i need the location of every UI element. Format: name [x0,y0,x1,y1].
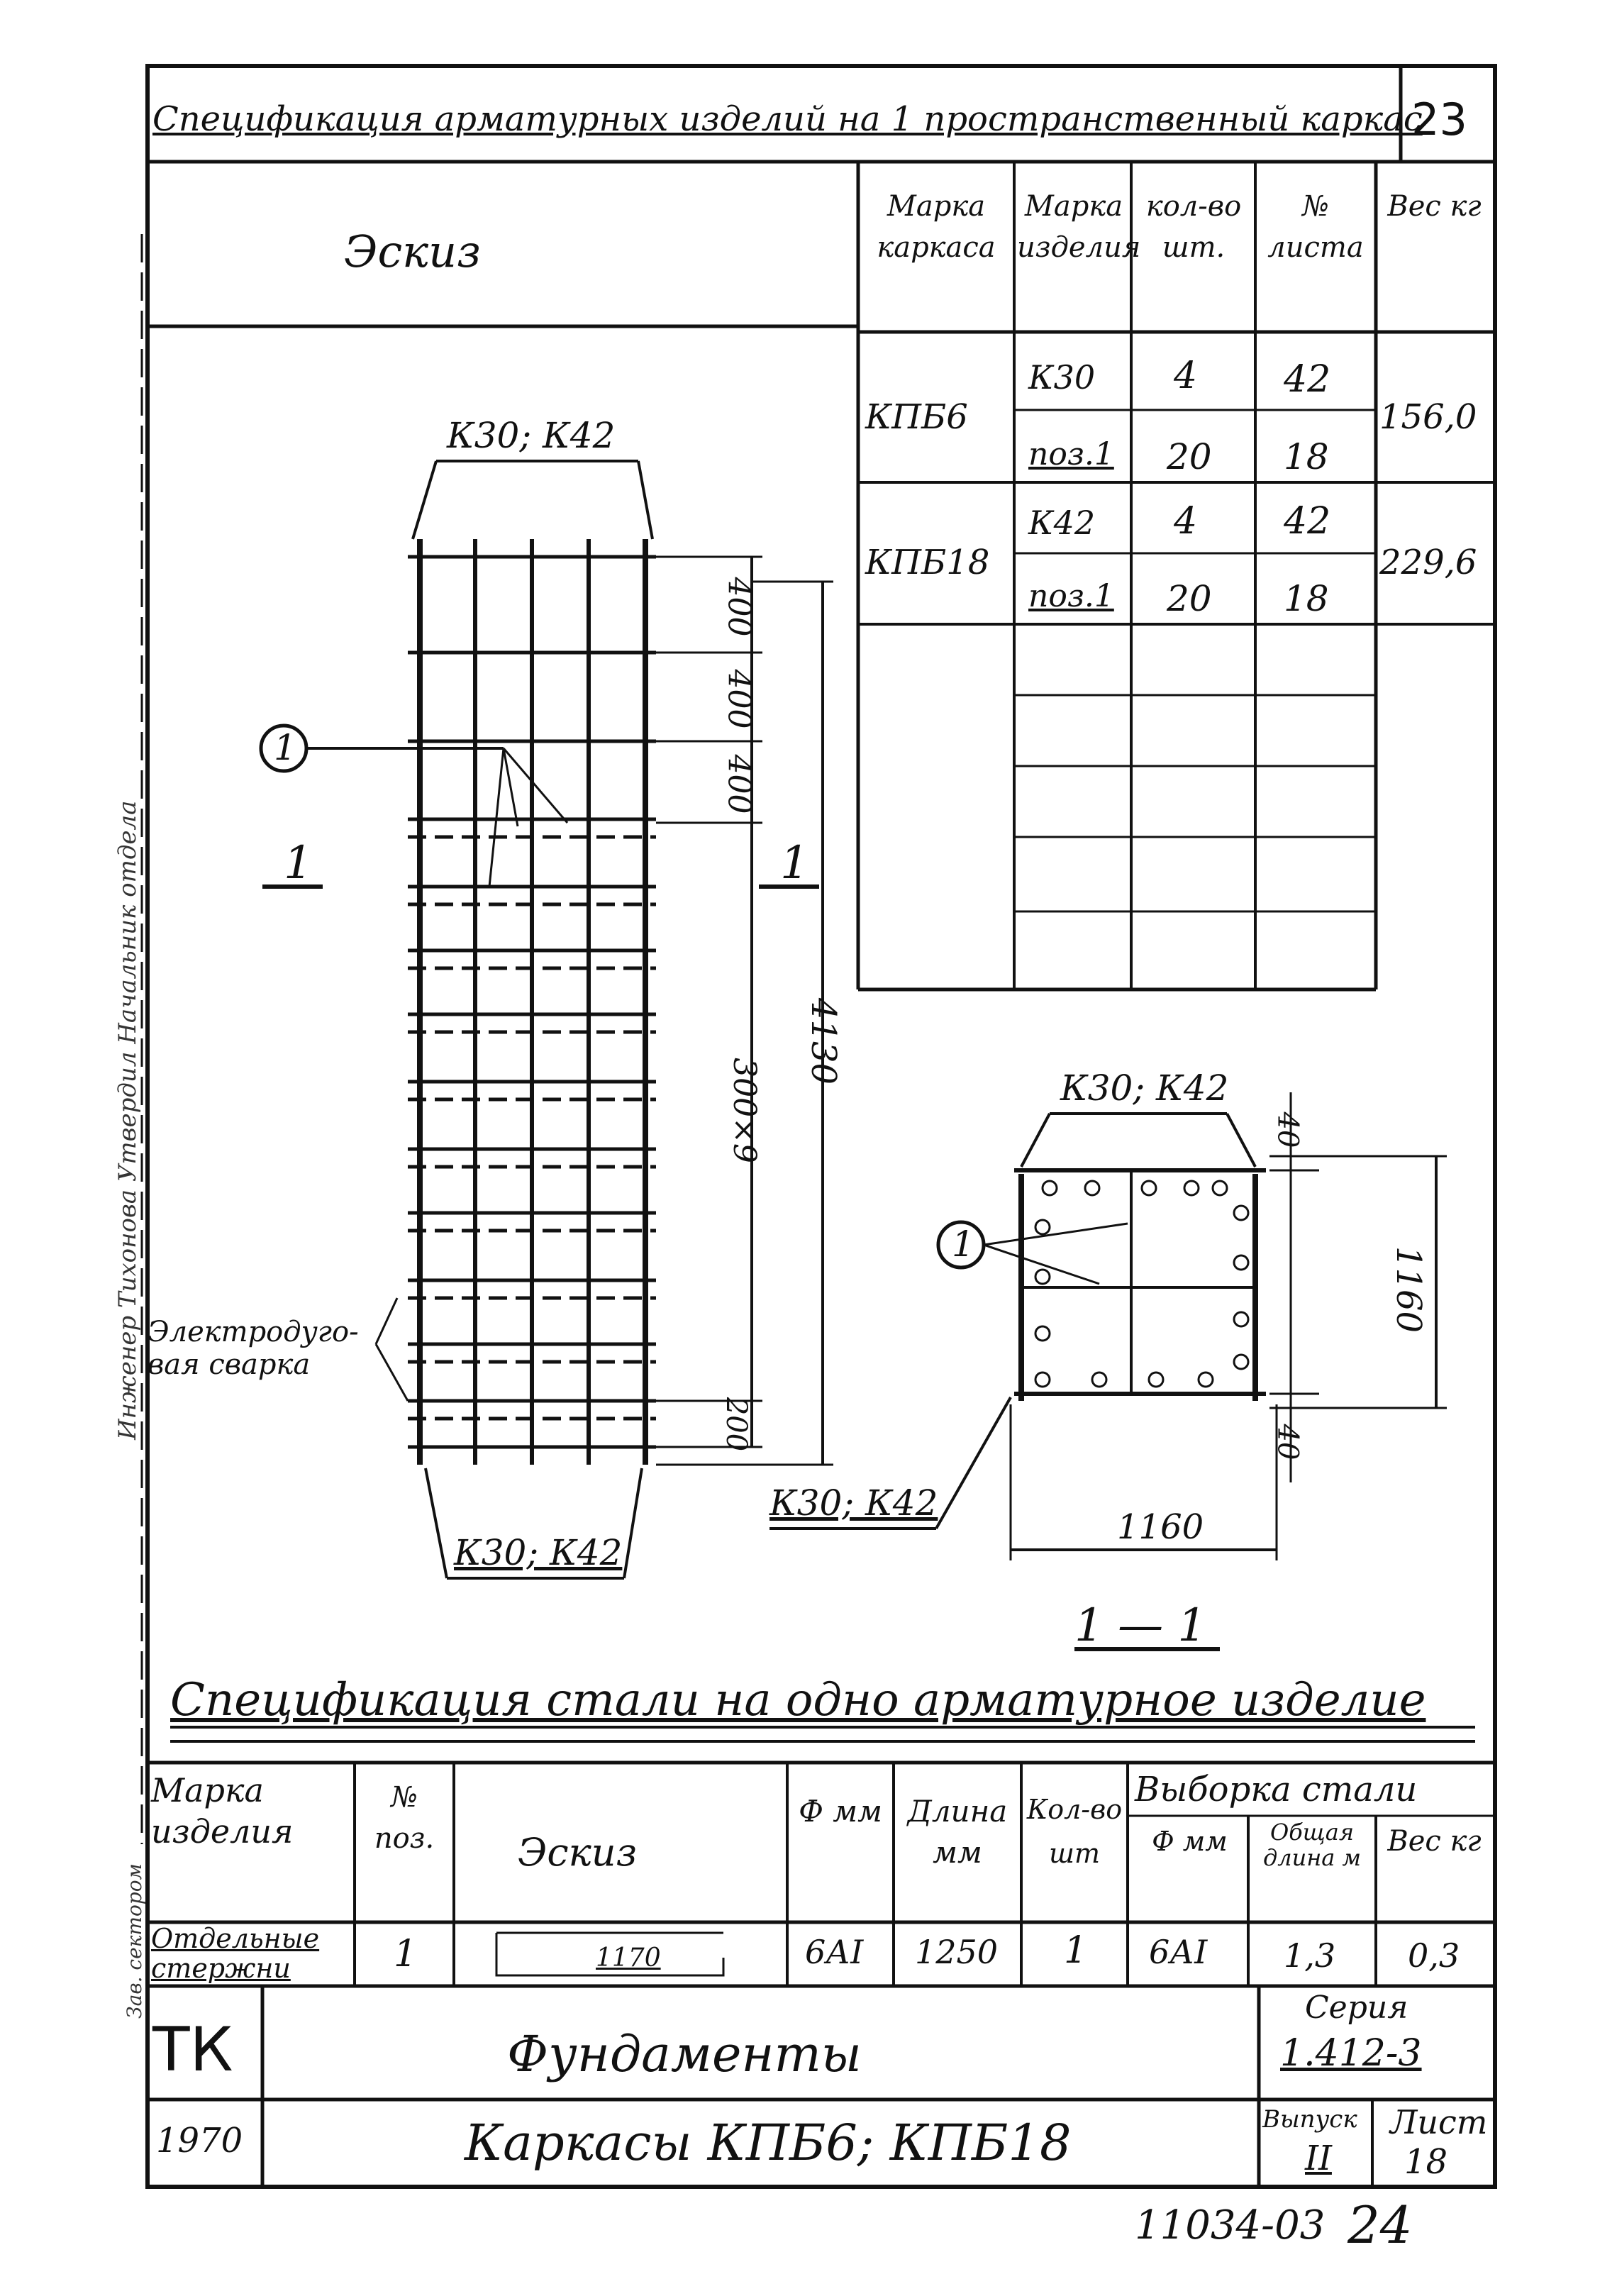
row-qty: 1 [1064,1929,1088,1972]
hdr-selection: Выборка стали [1135,1770,1418,1809]
dim-400-c: 400 [721,754,757,814]
sheet-1a: 42 [1284,358,1331,401]
hdr-mark: Марка изделия [151,1771,294,1851]
frame-mark-1: КПБ6 [865,397,968,437]
org-code: ТК [152,2014,233,2085]
elevation-top-label: К30; К42 [447,415,616,456]
section-dim-offset-bottom: 40 [1271,1424,1304,1460]
frame-mark-2: КПБ18 [865,543,990,582]
row-length: 1250 [915,1933,999,1971]
drawing-name: Фундаменты [507,2025,862,2083]
section-cage [769,1092,1447,1649]
qty-2a: 4 [1174,500,1198,543]
qty-1a: 4 [1174,355,1198,397]
section-top-label: К30; К42 [1060,1067,1229,1109]
row-sel-weight: 0,3 [1408,1936,1460,1975]
sheet-label: Лист [1390,2103,1488,2141]
hdr-pos: № поз. [374,1781,435,1855]
item-mark-1a: К30 [1028,358,1096,396]
issue-label: Выпуск [1262,2105,1357,2134]
col-qty: кол-во шт. [1145,190,1242,264]
col-item-mark: Марка изделия [1017,190,1141,264]
side-stamp-text: Инженер Тихонова Утвердил Начальник отдела [113,800,142,1440]
item-mark-2b: поз.1 [1028,578,1114,614]
dim-4130: 4130 [804,997,844,1085]
row-pos: 1 [394,1933,418,1975]
elevation-position-marker: 1 [274,727,296,768]
series-value: 1.412-3 [1280,2032,1422,2075]
row-sketch-dim: 1170 [596,1943,661,1973]
dim-300x9: 300×9 [726,1058,762,1163]
section-mark-right: 1 [780,837,809,889]
issue-value: II [1305,2139,1332,2178]
welding-note: Электродуго-вая сварка [148,1316,359,1381]
footer-page: 24 [1348,2195,1413,2255]
dim-200: 200 [720,1397,753,1452]
qty-2b: 20 [1167,578,1212,619]
hdr-sketch: Эскиз [518,1830,638,1875]
header-title: Спецификация арматурных изделий на 1 пространственный каркас [152,99,1423,139]
hdr-sel-diam: Ф мм [1152,1826,1228,1857]
section-bottom-label: К30; К42 [769,1482,938,1524]
section-dim-height: 1160 [1389,1246,1429,1333]
sheet-value: 18 [1404,2142,1448,2182]
sheet-2a: 42 [1284,500,1331,543]
section-position-marker: 1 [952,1224,974,1265]
series-label: Серия [1305,1990,1408,2026]
drawing-subtitle: Каркасы КПБ6; КПБ18 [465,2114,1072,2172]
qty-1b: 20 [1167,436,1212,477]
section-dim-offset-top: 40 [1271,1111,1304,1148]
sketch-header: Эскиз [344,226,481,277]
section-dim-width: 1160 [1117,1507,1204,1547]
row-mark: Отдельные стержни [151,1923,320,1984]
hdr-sel-total: Общая длина м [1262,1819,1362,1871]
page-number: 23 [1411,94,1467,145]
elevation-bottom-label: К30; К42 [454,1532,623,1573]
section-title: 1 — 1 [1074,1599,1207,1652]
row-diam: 6АI [805,1933,864,1971]
sheet-1b: 18 [1284,436,1329,477]
dim-400-b: 400 [721,669,757,729]
hdr-sel-weight: Вес кг [1387,1825,1482,1858]
col-frame-mark: Марка каркаса [877,190,996,264]
section-mark-left: 1 [284,837,313,889]
item-mark-2a: К42 [1028,504,1096,542]
weight-2: 229,6 [1379,543,1477,582]
dim-400-a: 400 [721,577,757,637]
steel-spec-title: Спецификация стали на одно арматурное изделие [170,1674,1426,1726]
hdr-diam: Ф мм [799,1794,882,1829]
weight-1: 156,0 [1379,397,1477,437]
row-sel-total: 1,3 [1284,1936,1336,1975]
item-mark-1b: поз.1 [1028,436,1114,472]
side-stamp-lower: Зав. сектором [122,1863,146,2019]
row-sel-diam: 6АI [1149,1933,1208,1971]
doc-code: 11034-03 [1135,2202,1326,2248]
col-sheet: № листа [1267,190,1364,264]
col-weight: Вес кг [1387,190,1482,223]
hdr-length: Длина мм [907,1794,1008,1870]
hdr-qty: Кол-во шт [1026,1794,1123,1869]
year: 1970 [156,2121,243,2161]
sheet-2b: 18 [1284,578,1329,619]
